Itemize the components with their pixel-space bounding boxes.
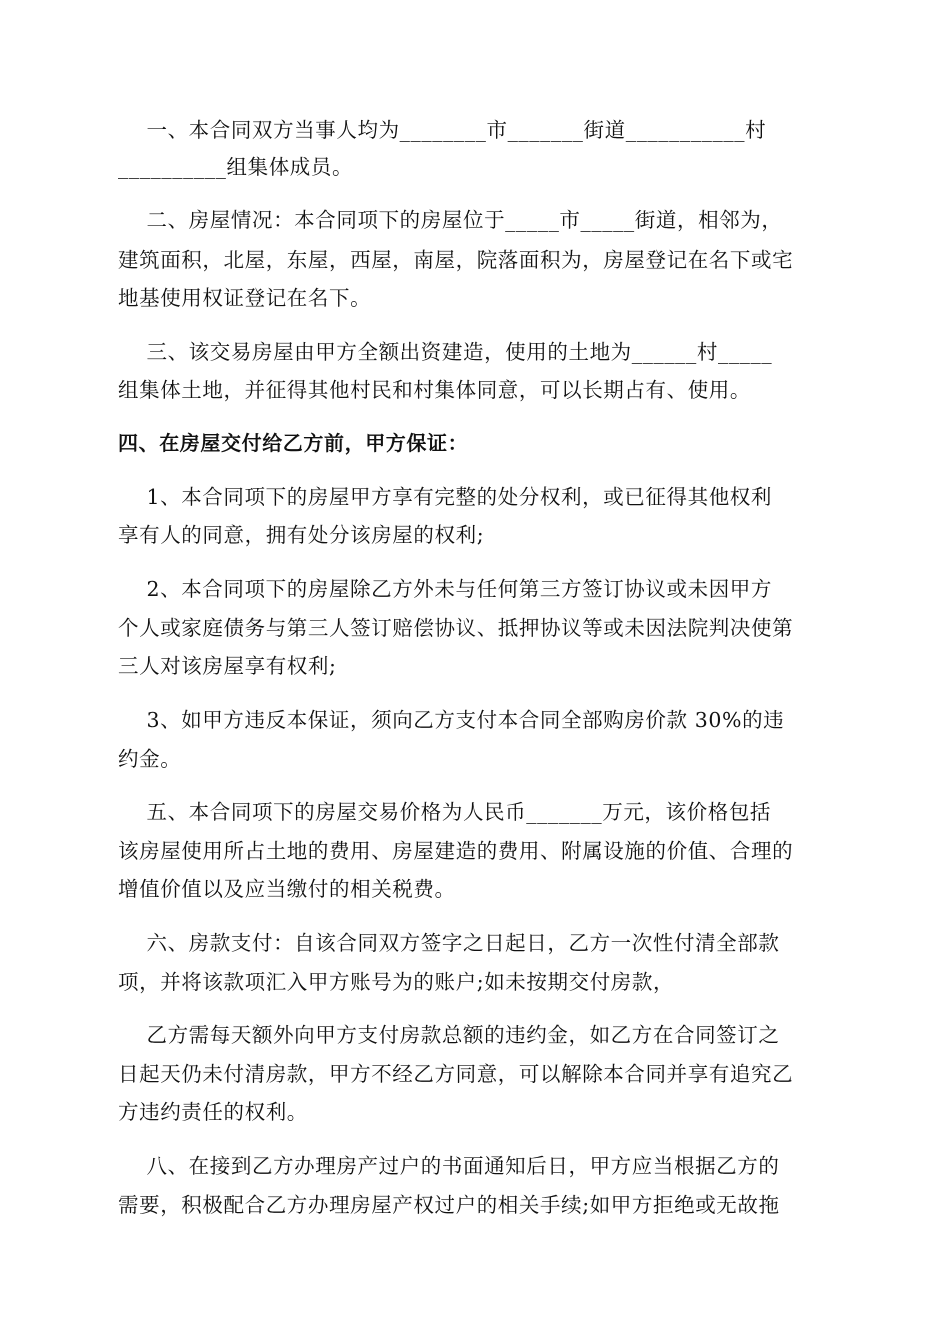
clause-2-line-3: 地基使用权证登记在名下。 [118,286,372,310]
clause-5-line-2: 该房屋使用所占土地的费用、房屋建造的费用、附属设施的价值、合理的 [118,839,794,863]
clause-5-line-3: 增值价值以及应当缴付的相关税费。 [118,877,456,901]
clause-1-line-2: __________组集体成员。 [118,155,354,179]
item-3-line-2: 约金。 [118,747,182,771]
item-1-line-1: 1、本合同项下的房屋甲方享有完整的处分权利，或已征得其他权利 [118,485,773,509]
item-2-line-3: 三人对该房屋享有权利; [118,654,337,678]
section-4-heading: 四、在房屋交付给乙方前，甲方保证： [118,431,469,455]
clause-2-line-1: 二、房屋情况：本合同项下的房屋位于_____市_____街道，相邻为， [118,208,783,232]
item-2-line-1: 2、本合同项下的房屋除乙方外未与任何第三方签订协议或未因甲方 [118,577,773,601]
clause-8-line-1: 八、在接到乙方办理房产过户的书面通知后日，甲方应当根据乙方的 [118,1154,780,1178]
clause-8-line-2: 需要，积极配合乙方办理房屋产权过户的相关手续;如甲方拒绝或无故拖 [118,1193,780,1217]
clause-6-cont-line-3: 方违约责任的权利。 [118,1100,308,1124]
clause-5-line-1: 五、本合同项下的房屋交易价格为人民币_______万元，该价格包括 [118,800,772,824]
clause-3-line-2: 组集体土地，并征得其他村民和村集体同意，可以长期占有、使用。 [118,378,751,402]
clause-6-line-2: 项，并将该款项汇入甲方账号为的账户;如未按期交付房款， [118,970,675,994]
clause-1-line-1: 一、本合同双方当事人均为________市_______街道___________村 [118,118,767,142]
clause-3-line-1: 三、该交易房屋由甲方全额出资建造，使用的土地为______村_____ [118,340,773,364]
clause-6-cont-line-2: 日起天仍未付清房款，甲方不经乙方同意，可以解除本合同并享有追究乙 [118,1062,794,1086]
clause-6-line-1: 六、房款支付：自该合同双方签字之日起日，乙方一次性付清全部款 [118,931,780,955]
item-3-line-1: 3、如甲方违反本保证，须向乙方支付本合同全部购房价款 30%的违 [118,708,785,732]
clause-6-cont-line-1: 乙方需每天额外向甲方支付房款总额的违约金，如乙方在合同签订之 [118,1023,780,1047]
clause-2-line-2: 建筑面积，北屋，东屋，西屋，南屋，院落面积为，房屋登记在名下或宅 [118,248,794,272]
item-2-line-2: 个人或家庭债务与第三人签订赔偿协议、抵押协议等或未因法院判决使第 [118,616,794,640]
item-1-line-2: 享有人的同意，拥有处分该房屋的权利; [118,523,485,547]
